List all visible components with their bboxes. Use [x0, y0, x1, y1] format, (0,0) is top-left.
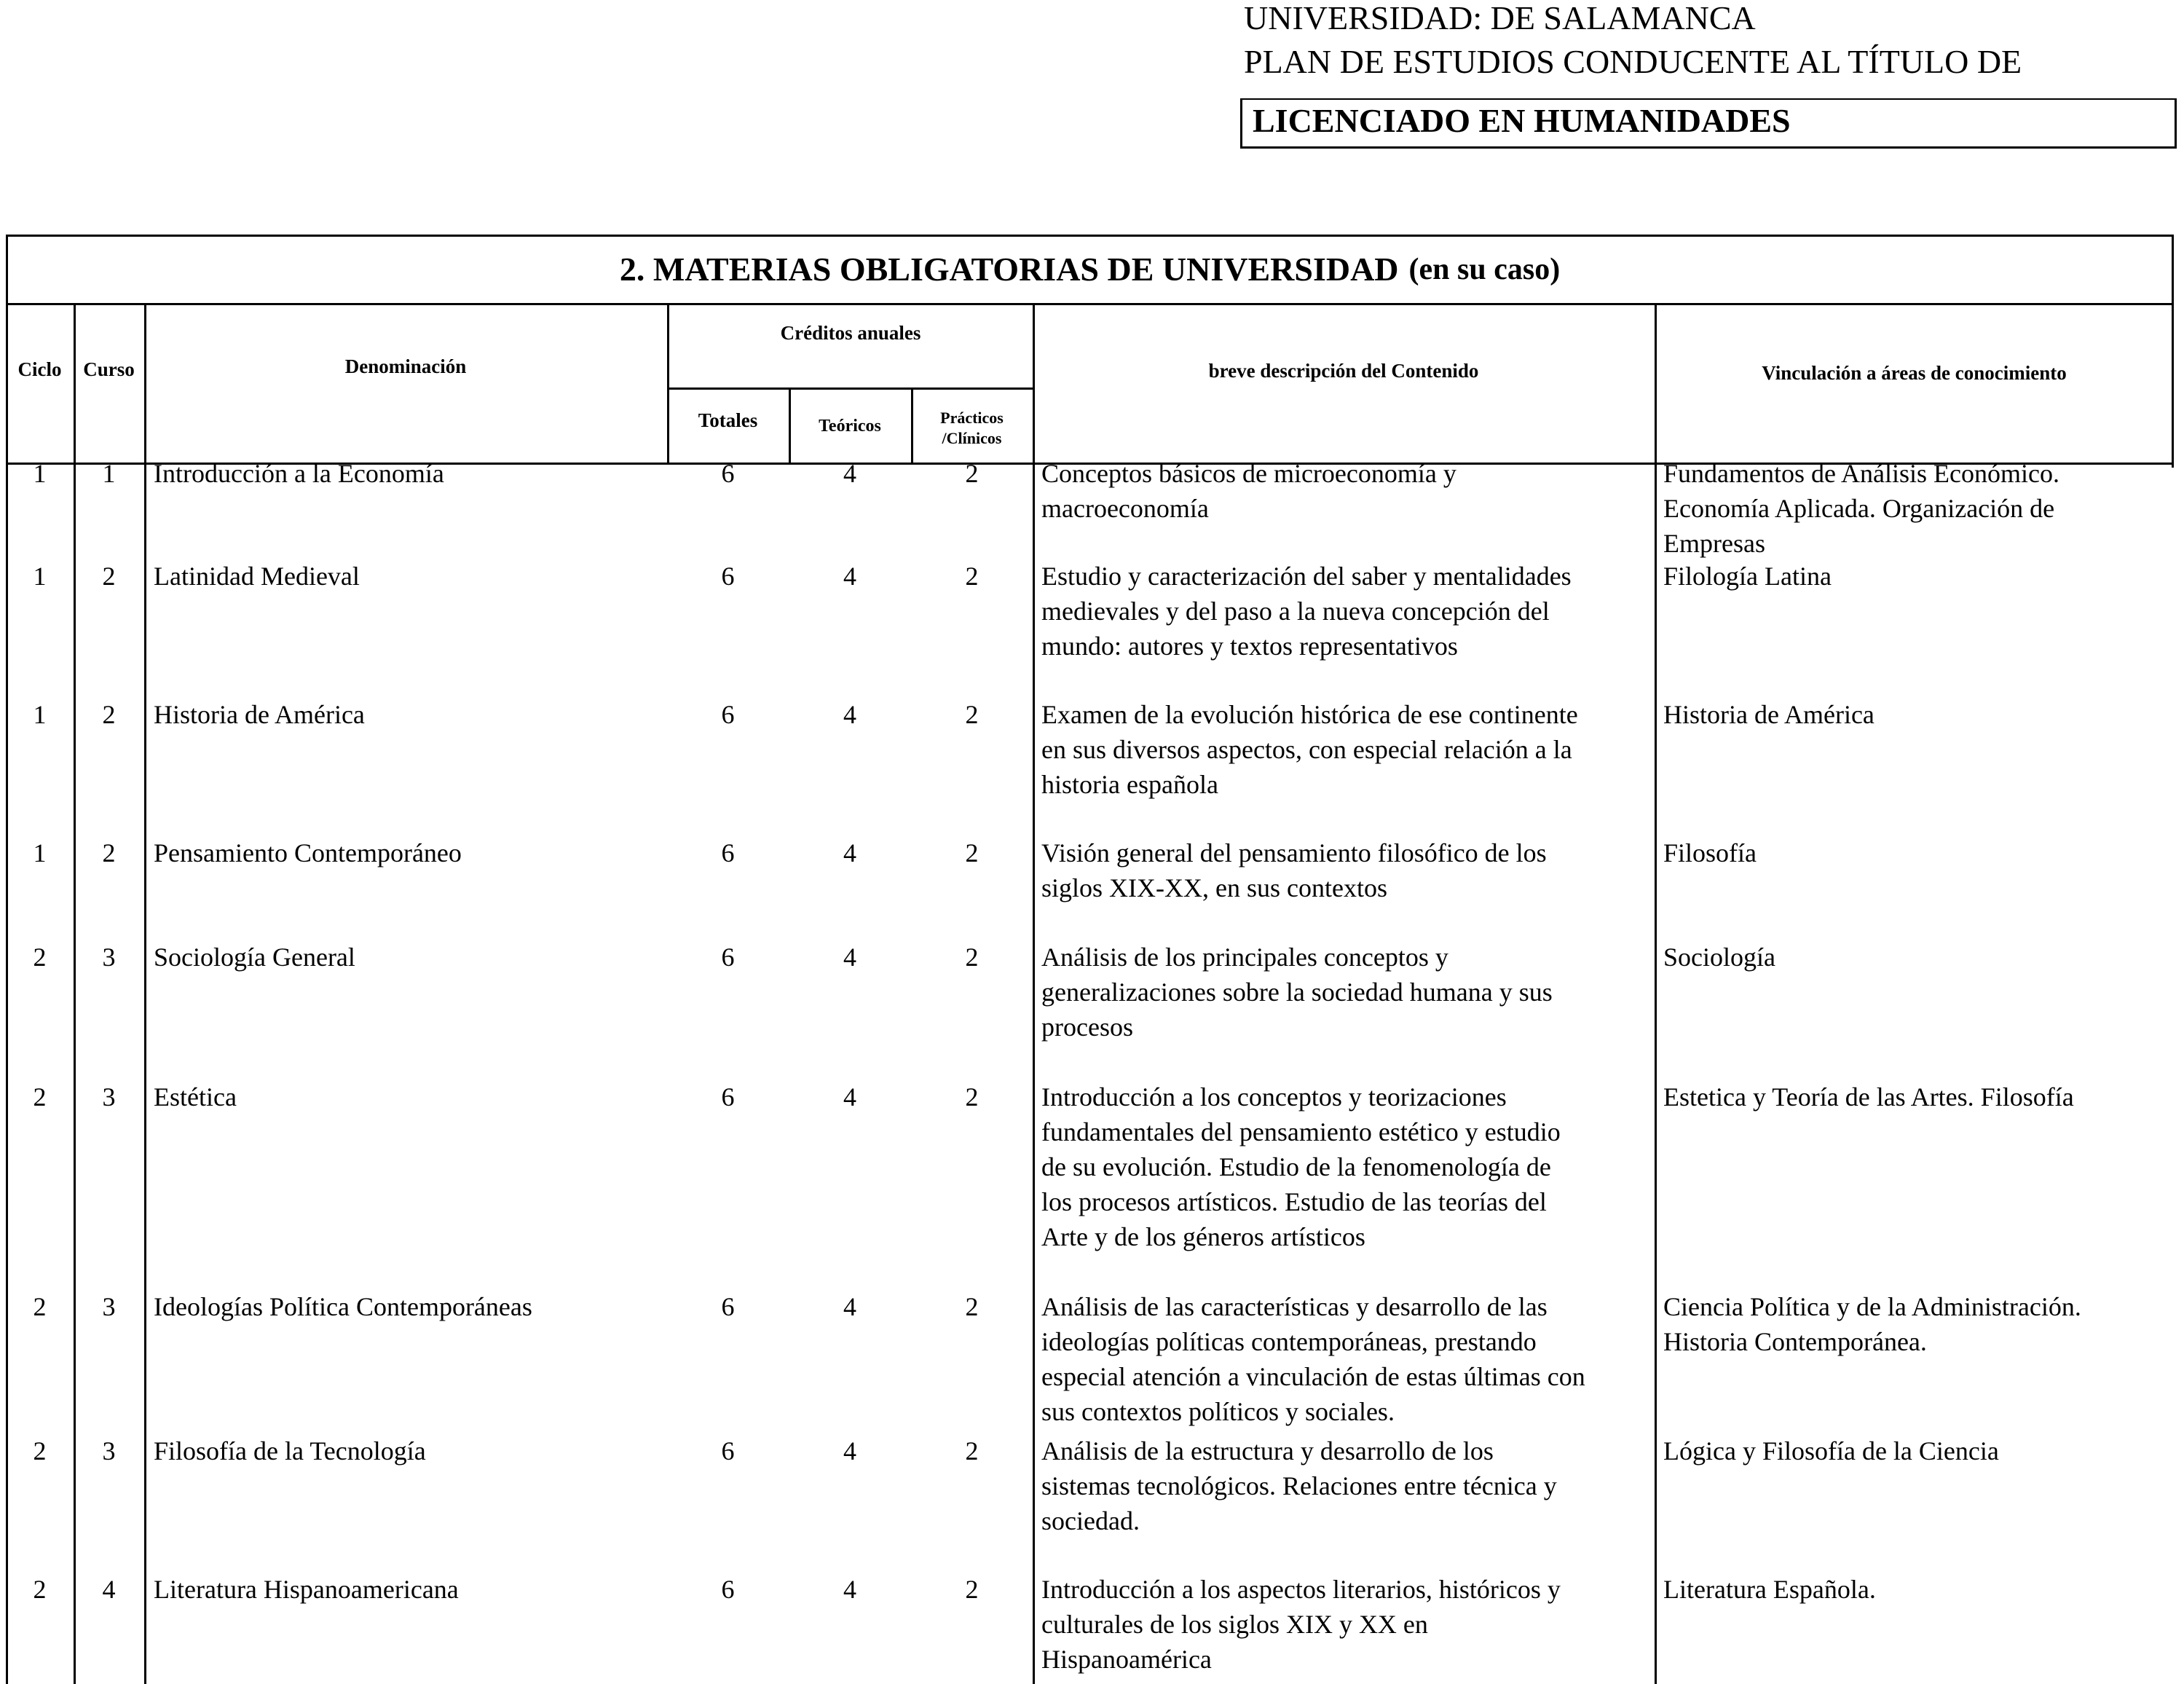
- section-title-main: 2. MATERIAS OBLIGATORIAS DE UNIVERSIDAD: [619, 251, 1399, 288]
- col-header-ciclo: Ciclo: [17, 358, 62, 380]
- row-curso: 2: [102, 838, 116, 867]
- section-title-note: (en su caso): [1408, 252, 1561, 286]
- row-vinculacion: Ciencia Política y de la Administración. Historia Contemporánea.: [1663, 1292, 2081, 1356]
- row-curso: 3: [102, 1082, 116, 1111]
- row-teoricos: 4: [843, 459, 856, 488]
- row-curso: 3: [102, 1292, 116, 1321]
- row-denominacion: Pensamiento Contemporáneo: [154, 838, 462, 867]
- row-totales: 6: [721, 838, 735, 867]
- row-vinculacion: Sociología: [1663, 943, 1775, 972]
- col-header-creditos: Créditos anuales: [780, 322, 921, 344]
- col-header-practicos: Prácticos /Clínicos: [940, 409, 1004, 447]
- row-denominacion: Ideologías Política Contemporáneas: [154, 1292, 532, 1321]
- row-descripcion: Introducción a los conceptos y teorizaciones fundamentales del pensamiento estético y estudio de su evolución. Estudio de la fenomenología de los procesos artísticos. Estudio de las teorías del Arte y de los géneros artísticos: [1041, 1082, 1561, 1251]
- row-vinculacion: Estetica y Teoría de las Artes. Filosofía: [1663, 1082, 2074, 1111]
- row-teoricos: 4: [843, 1292, 856, 1321]
- row-descripcion: Estudio y caracterización del saber y mentalidades medievales y del paso a la nueva concepción del mundo: autores y textos representativos: [1041, 562, 1572, 661]
- row-ciclo: 2: [33, 1292, 47, 1321]
- row-vinculacion: Fundamentos de Análisis Económico. Economía Aplicada. Organización de Empresas: [1663, 459, 2059, 558]
- row-totales: 6: [721, 1436, 735, 1465]
- row-totales: 6: [721, 700, 735, 729]
- row-ciclo: 2: [33, 1575, 47, 1604]
- row-curso: 2: [102, 562, 116, 591]
- row-curso: 3: [102, 1436, 116, 1465]
- row-denominacion: Latinidad Medieval: [154, 562, 360, 591]
- row-curso: 3: [102, 943, 116, 972]
- row-practicos: 2: [965, 943, 979, 972]
- col-header-teoricos: Teóricos: [819, 417, 881, 436]
- row-totales: 6: [721, 562, 735, 591]
- row-denominacion: Filosofía de la Tecnología: [154, 1436, 426, 1465]
- section-title: [6, 235, 2174, 304]
- row-descripcion: Análisis de las características y desarrollo de las ideologías políticas contemporáneas, prestando especial atención a vinculación de estas últimas con sus contextos políticos y sociales.: [1041, 1292, 1585, 1426]
- row-teoricos: 4: [843, 838, 856, 867]
- row-vinculacion: Filosofía: [1663, 838, 1757, 867]
- row-vinculacion: Historia de América: [1663, 700, 1874, 729]
- row-practicos: 2: [965, 1082, 979, 1111]
- row-teoricos: 4: [843, 1082, 856, 1111]
- row-teoricos: 4: [843, 943, 856, 972]
- university-line: UNIVERSIDAD: DE SALAMANCA: [1244, 0, 1756, 36]
- row-descripcion: Análisis de la estructura y desarrollo de los sistemas tecnológicos. Relaciones entre técnica y sociedad.: [1041, 1436, 1557, 1535]
- plan-line: PLAN DE ESTUDIOS CONDUCENTE AL TÍTULO DE: [1244, 43, 2022, 80]
- col-header-totales: Totales: [698, 409, 758, 431]
- row-ciclo: 1: [33, 700, 47, 729]
- col-header-denominacion: Denominación: [344, 355, 467, 377]
- col-header-descripcion: breve descripción del Contenido: [1208, 360, 1479, 382]
- row-descripcion: Examen de la evolución histórica de ese continente en sus diversos aspectos, con especial relación a la historia española: [1041, 700, 1578, 799]
- row-ciclo: 2: [33, 943, 47, 972]
- row-curso: 4: [102, 1575, 116, 1604]
- row-practicos: 2: [965, 838, 979, 867]
- row-teoricos: 4: [843, 1575, 856, 1604]
- row-ciclo: 1: [33, 562, 47, 591]
- row-descripcion: Visión general del pensamiento filosófico de los siglos XIX-XX, en sus contextos: [1041, 838, 1547, 902]
- row-denominacion: Sociología General: [154, 943, 355, 972]
- row-practicos: 2: [965, 700, 979, 729]
- row-totales: 6: [721, 459, 735, 488]
- row-practicos: 2: [965, 1436, 979, 1465]
- row-totales: 6: [721, 1575, 735, 1604]
- col-header-curso: Curso: [83, 358, 135, 380]
- degree-box: [1240, 98, 2177, 149]
- row-denominacion: Introducción a la Economía: [154, 459, 444, 488]
- row-descripcion: Introducción a los aspectos literarios, históricos y culturales de los siglos XIX y XX en Hispanoamérica: [1041, 1575, 1561, 1674]
- row-totales: 6: [721, 1292, 735, 1321]
- row-ciclo: 2: [33, 1082, 47, 1111]
- row-descripcion: Conceptos básicos de microeconomía y macroeconomía: [1041, 459, 1456, 523]
- row-ciclo: 2: [33, 1436, 47, 1465]
- row-denominacion: Historia de América: [154, 700, 365, 729]
- row-practicos: 2: [965, 1575, 979, 1604]
- row-teoricos: 4: [843, 562, 856, 591]
- row-totales: 6: [721, 943, 735, 972]
- row-ciclo: 1: [33, 838, 47, 867]
- row-vinculacion: Lógica y Filosofía de la Ciencia: [1663, 1436, 1999, 1465]
- row-ciclo: 1: [33, 459, 47, 488]
- row-curso: 2: [102, 700, 116, 729]
- row-practicos: 2: [965, 459, 979, 488]
- subjects-table: [6, 235, 2174, 1684]
- row-teoricos: 4: [843, 1436, 856, 1465]
- row-denominacion: Literatura Hispanoamericana: [154, 1575, 459, 1604]
- row-descripcion: Análisis de los principales conceptos y generalizaciones sobre la sociedad humana y sus procesos: [1041, 943, 1553, 1042]
- row-curso: 1: [102, 459, 116, 488]
- degree-title: LICENCIADO EN HUMANIDADES: [1253, 102, 1791, 139]
- row-vinculacion: Filología Latina: [1663, 562, 1832, 591]
- row-teoricos: 4: [843, 700, 856, 729]
- row-practicos: 2: [965, 562, 979, 591]
- col-header-vinculacion: Vinculación a áreas de conocimiento: [1762, 362, 2067, 384]
- row-denominacion: Estética: [154, 1082, 237, 1111]
- row-practicos: 2: [965, 1292, 979, 1321]
- row-totales: 6: [721, 1082, 735, 1111]
- row-vinculacion: Literatura Española.: [1663, 1575, 1876, 1604]
